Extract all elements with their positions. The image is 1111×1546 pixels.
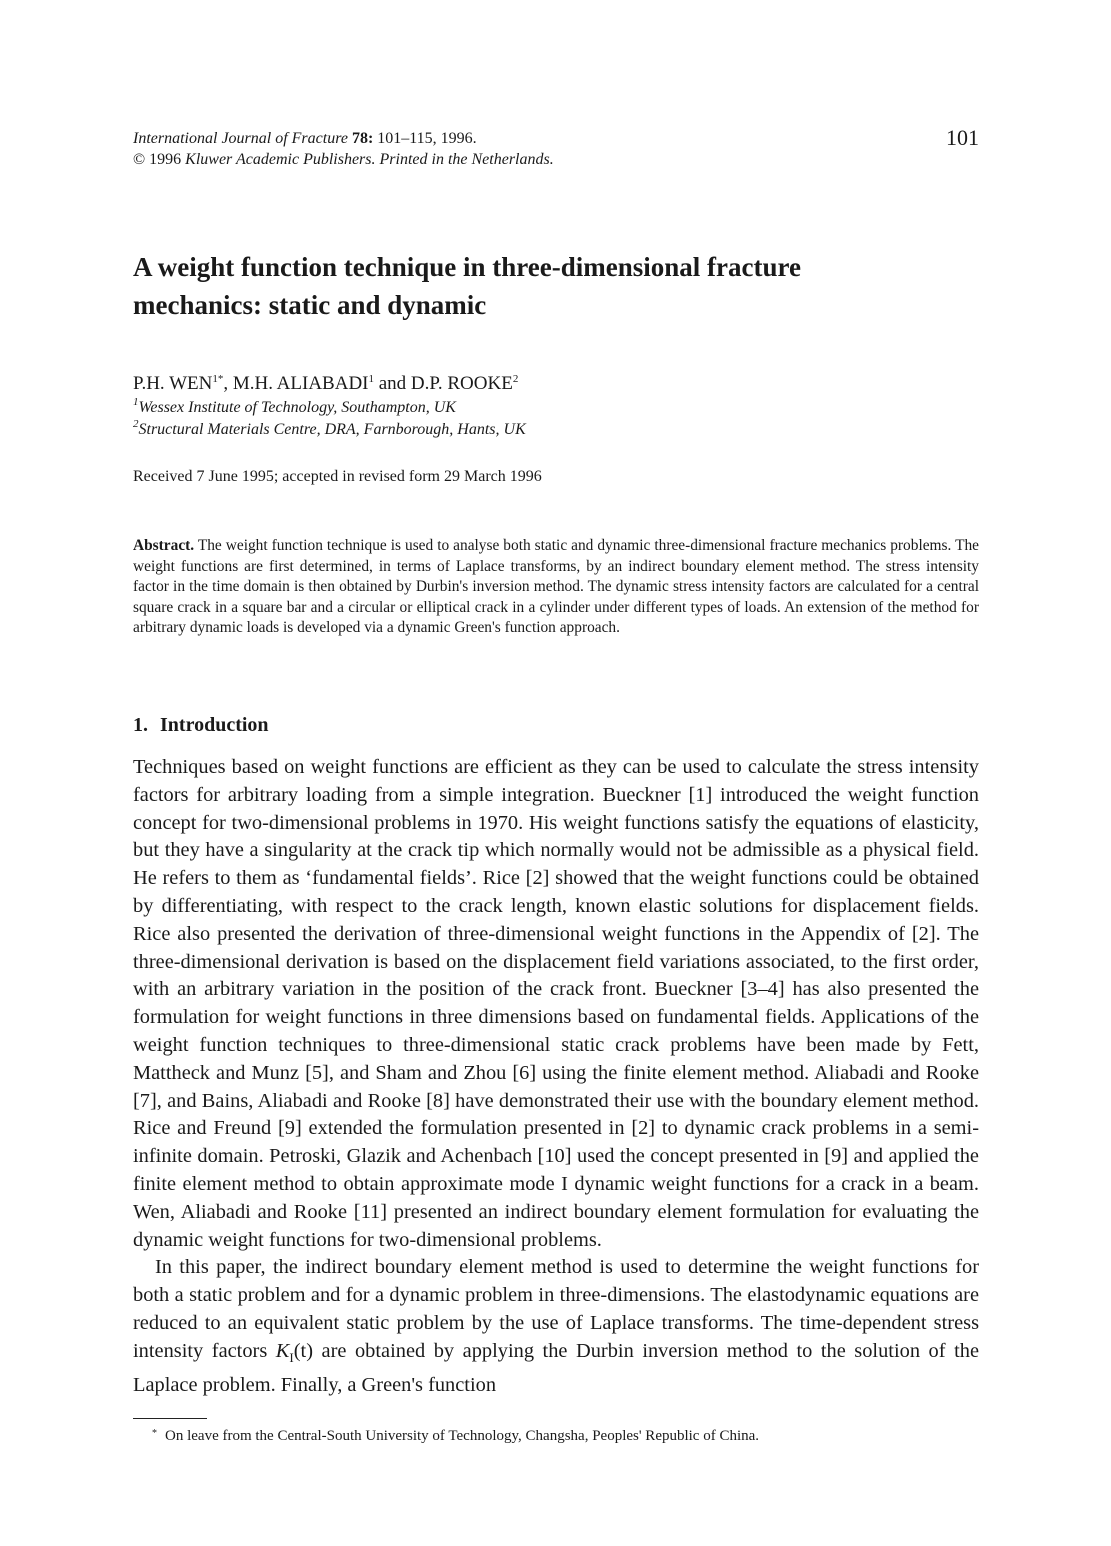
paper-title <box>133 248 979 324</box>
received-dates: Received 7 June 1995; accepted in revised form 29 March 1996 <box>133 468 542 485</box>
affiliation-2 <box>133 419 979 441</box>
section-number: 1. <box>133 714 148 736</box>
author-3-marker: 2 <box>512 373 519 385</box>
paragraph-2 <box>133 1254 979 1399</box>
k-subscript: I <box>289 1349 294 1365</box>
k-symbol: K <box>275 1339 290 1362</box>
journal-pages-year: 101–115, 1996. <box>373 130 477 147</box>
journal-name: International Journal of Fracture <box>133 130 348 147</box>
paragraph-2-part-a: In this paper, the indirect boundary element method is used to determine the weight functions for both a static problem and for a dynamic problem in three-dimensions. The elastodynamic equations are reduced to an equivalent static problem by the use of Laplace transforms. The time-dependent stress intensity factors <box>133 1256 979 1362</box>
section-title: Introduction <box>160 714 269 736</box>
footnote <box>152 1424 979 1446</box>
journal-header <box>133 125 979 170</box>
affiliation-1 <box>133 397 979 419</box>
abstract-text: The weight function technique is used to analyse both static and dynamic three-dimensional fracture mechanics problems. The weight functions are first determined, in terms of Laplace transforms, by an indirect boundary element method. The stress intensity factor in the time domain is then obtained by Durbin's inversion method. The dynamic stress intensity factors are calculated for a central square crack in a square bar and a circular or elliptical crack in a cylinder under different types of loads. An extension of the method for arbitrary dynamic loads is developed via a dynamic Green's function approach. <box>133 537 979 637</box>
footnote-marker: * <box>152 1428 157 1439</box>
author-3: and D.P. ROOKE <box>374 373 513 394</box>
copyright-line <box>133 149 979 170</box>
author-2-marker: 1 <box>368 373 374 385</box>
body-text <box>133 754 979 1399</box>
time-argument: (t) <box>293 1339 313 1362</box>
journal-citation <box>133 125 979 150</box>
paragraph-2-part-b: are obtained by applying the Durbin inversion method to the solution of the Laplace problem. Finally, a Green's function <box>133 1339 979 1396</box>
affiliation-1-text: Wessex Institute of Technology, Southampton, UK <box>138 399 456 416</box>
paragraph-1: Techniques based on weight functions are efficient as they can be used to calculate the stress intensity factors for arbitrary loading from a simple integration. Bueckner [1] introduced the weight function concept for two-dimensional problems in 1970. His weight functions satisfy the equations of elasticity, but they have a singularity at the crack tip which normally would not be admissible as a physical field. He refers to them as ‘fundamental fields’. Rice [2] showed that the weight functions could be obtained by differentiating, with respect to the crack length, known elastic solutions for displacement fields. Rice also presented the derivation of three-dimensional weight functions in the Appendix of [2]. The three-dimensional derivation is based on the displacement field variations associated, to the first order, with an arbitrary variation in the position of the crack front. Bueckner [3–4] has also presented the formulation for weight functions in three dimensions based on fundamental fields. Applications of the weight function techniques to three-dimensional static crack problems have been made by Fett, Mattheck and Munz [5], and Sham and Zhou [6] using the finite element method. Aliabadi and Rooke [7], and Bains, Aliabadi and Rooke [8] have demonstrated their use with the boundary element method. Rice and Freund [9] extended the formulation presented in [2] to dynamic crack problems in a semi-infinite domain. Petroski, Glazik and Achenbach [10] used the concept presented in [9] and applied the finite element method to obtain approximate mode I dynamic weight functions for a crack in a beam. Wen, Aliabadi and Rooke [11] presented an indirect boundary element formulation for evaluating the dynamic weight functions for two-dimensional problems. <box>133 756 979 1251</box>
author-list <box>133 372 979 396</box>
affiliation-1-marker: 1 <box>133 396 139 408</box>
journal-volume: 78: <box>351 130 374 147</box>
footnote-rule <box>133 1418 207 1419</box>
copyright-year: 1996 <box>145 151 186 168</box>
title-line-2: mechanics: static and dynamic <box>133 290 487 320</box>
section-heading <box>133 712 269 738</box>
author-1-marker: 1* <box>212 373 224 385</box>
title-line-1: A weight function technique in three-dimensional fracture <box>133 252 801 282</box>
publisher: Kluwer Academic Publishers. Printed in the Netherlands. <box>185 151 554 168</box>
footnote-text: On leave from the Central-South University of Technology, Changsha, Peoples' Republic of China. <box>165 1428 760 1444</box>
author-2: , M.H. ALIABADI <box>223 373 369 394</box>
affiliation-2-text: Structural Materials Centre, DRA, Farnborough, Hants, UK <box>138 421 526 438</box>
abstract-label: Abstract. <box>133 537 195 554</box>
page-number: 101 <box>946 125 979 150</box>
copyright-symbol: © <box>133 151 146 168</box>
author-1: P.H. WEN <box>133 373 213 394</box>
affiliation-2-marker: 2 <box>133 418 139 430</box>
abstract <box>133 536 979 639</box>
